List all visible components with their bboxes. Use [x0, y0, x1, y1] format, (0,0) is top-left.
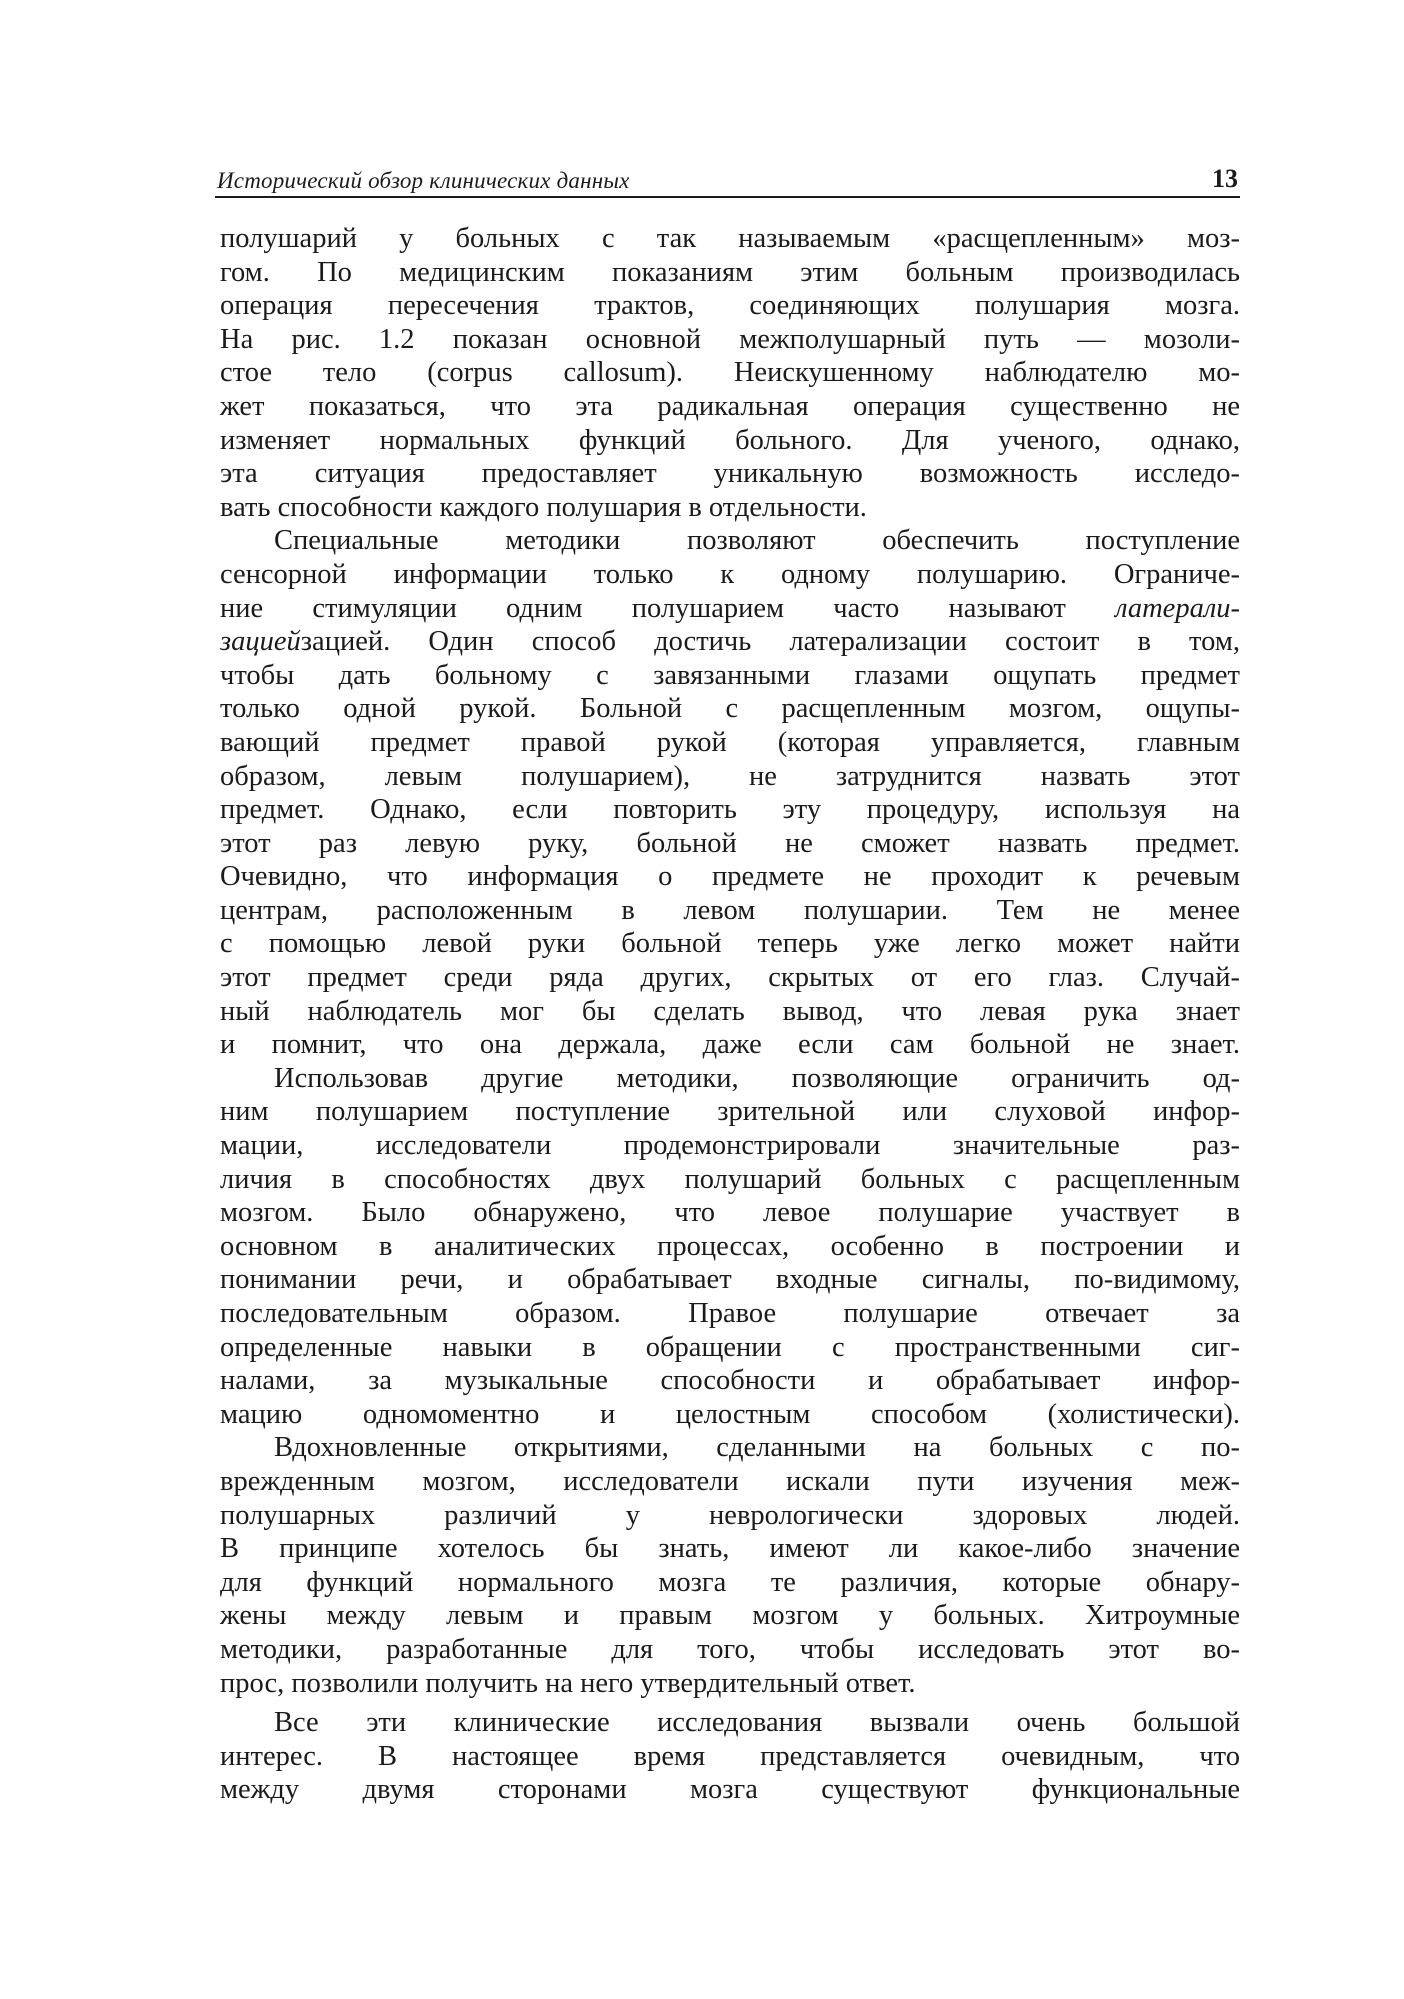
text-line: жет показаться, что эта радикальная операция существенно не — [220, 390, 1240, 422]
text-line: налами, за музыкальные способности и обрабатывает инфор- — [220, 1365, 1240, 1397]
text-line: предмет. Однако, если повторить эту процедуру, используя на — [220, 794, 1240, 826]
text-line: вающий предмет правой рукой (которая управляется, главным — [220, 726, 1240, 758]
text-line: между двумя сторонами мозга существуют функциональные — [220, 1774, 1240, 1806]
paragraph-1 — [220, 222, 1240, 524]
paragraph-5 — [220, 1706, 1240, 1807]
text-line: этот раз левую руку, больной не сможет назвать предмет. — [220, 827, 1240, 859]
text-line: полушарий у больных с так называемым «расщепленным» моз- — [220, 223, 1240, 254]
text-line: мации, исследователи продемонстрировали значительные раз- — [220, 1130, 1240, 1162]
text-line: В принципе хотелось бы знать, имеют ли какое-либо значение — [220, 1533, 1240, 1565]
text-line: жены между левым и правым мозгом у больных. Хитроумные — [220, 1600, 1240, 1632]
paragraph-2 — [220, 524, 1240, 1062]
text-line: ный наблюдатель мог бы сделать вывод, что левая рука знает — [220, 995, 1240, 1027]
text-line: образом, левым полушарием), не затруднится назвать этот — [220, 760, 1240, 792]
text-line: только одной рукой. Больной с расщепленным мозгом, ощупы- — [220, 693, 1240, 725]
running-title: Исторический обзор клинических данных — [217, 168, 630, 193]
text-line: эта ситуация предоставляет уникальную возможность исследо- — [220, 458, 1240, 490]
text-line: чтобы дать больному с завязанными глазами ощупать предмет — [220, 659, 1240, 691]
text-line: прос, позволили получить на него утвердительный ответ. — [220, 1667, 916, 1699]
text-line: и помнит, что она держала, даже если сам больной не знает. — [220, 1029, 1240, 1061]
text-line: этот предмет среди ряда других, скрытых от его глаз. Случай- — [220, 962, 1240, 994]
text-line: стое тело (corpus callosum). Неискушенному наблюдателю мо- — [220, 357, 1240, 389]
body-text — [220, 222, 1240, 1807]
text-line: понимании речи, и обрабатывает входные сигналы, по-видимому, — [220, 1264, 1240, 1296]
text-line: врежденным мозгом, исследователи искали пути изучения меж- — [220, 1465, 1240, 1497]
text-segment: ние стимуляции одним полушарием часто называют — [220, 592, 1116, 624]
text-line: личия в способностях двух полушарий больных с расщепленным — [220, 1163, 1240, 1195]
text-line: Вдохновленные открытиями, сделанными на больных с по- — [274, 1432, 1240, 1464]
paragraph-4 — [220, 1431, 1240, 1700]
text-segment: зацией. Один способ достичь латерализации состоит в том, — [300, 626, 1240, 658]
page-number: 13 — [1212, 164, 1238, 193]
text-line: ним полушарием поступление зрительной или слуховой инфор- — [220, 1096, 1240, 1128]
text-line-with-italic — [220, 625, 1240, 659]
italic-term: латерали- — [1115, 592, 1240, 624]
text-line: интерес. В настоящее время представляется очевидным, что — [220, 1740, 1240, 1772]
text-line: сенсорной информации только к одному полушарию. Ограниче- — [220, 558, 1240, 590]
text-line: операция пересечения трактов, соединяющих полушария мозга. — [220, 290, 1240, 322]
text-line: для функций нормального мозга те различия, которые обнару- — [220, 1566, 1240, 1598]
text-line: На рис. 1.2 показан основной межполушарный путь — мозоли- — [220, 323, 1240, 355]
text-line: мацию одномоментно и целостным способом (холистически). — [220, 1398, 1240, 1430]
paragraph-3 — [220, 1062, 1240, 1432]
italic-term: зацией — [220, 626, 301, 658]
text-line: определенные навыки в обращении с пространственными сиг- — [220, 1331, 1240, 1363]
text-line: Специальные методики позволяют обеспечить поступление — [274, 525, 1240, 557]
text-line: мозгом. Было обнаружено, что левое полушарие участвует в — [220, 1197, 1240, 1229]
text-line: основном в аналитических процессах, особенно в построении и — [220, 1230, 1240, 1262]
text-line: Очевидно, что информация о предмете не проходит к речевым — [220, 861, 1240, 893]
text-line: методики, разработанные для того, чтобы исследовать этот во- — [220, 1633, 1240, 1665]
text-line: изменяет нормальных функций больного. Для ученого, однако, — [220, 424, 1240, 456]
text-line: центрам, расположенным в левом полушарии. Тем не менее — [220, 894, 1240, 926]
text-line: с помощью левой руки больной теперь уже легко может найти — [220, 928, 1240, 960]
text-line: вать способности каждого полушария в отдельности. — [220, 491, 867, 523]
text-line: Использовав другие методики, позволяющие ограничить од- — [274, 1062, 1240, 1094]
text-line: последовательным образом. Правое полушарие отвечает за — [220, 1298, 1240, 1329]
text-line-with-italic — [220, 592, 1240, 626]
text-line: Все эти клинические исследования вызвали очень большой — [274, 1707, 1240, 1739]
running-head — [215, 160, 1240, 198]
text-line: полушарных различий у неврологически здоровых людей. — [220, 1499, 1240, 1531]
text-line: гом. По медицинским показаниям этим больным производилась — [220, 256, 1240, 288]
